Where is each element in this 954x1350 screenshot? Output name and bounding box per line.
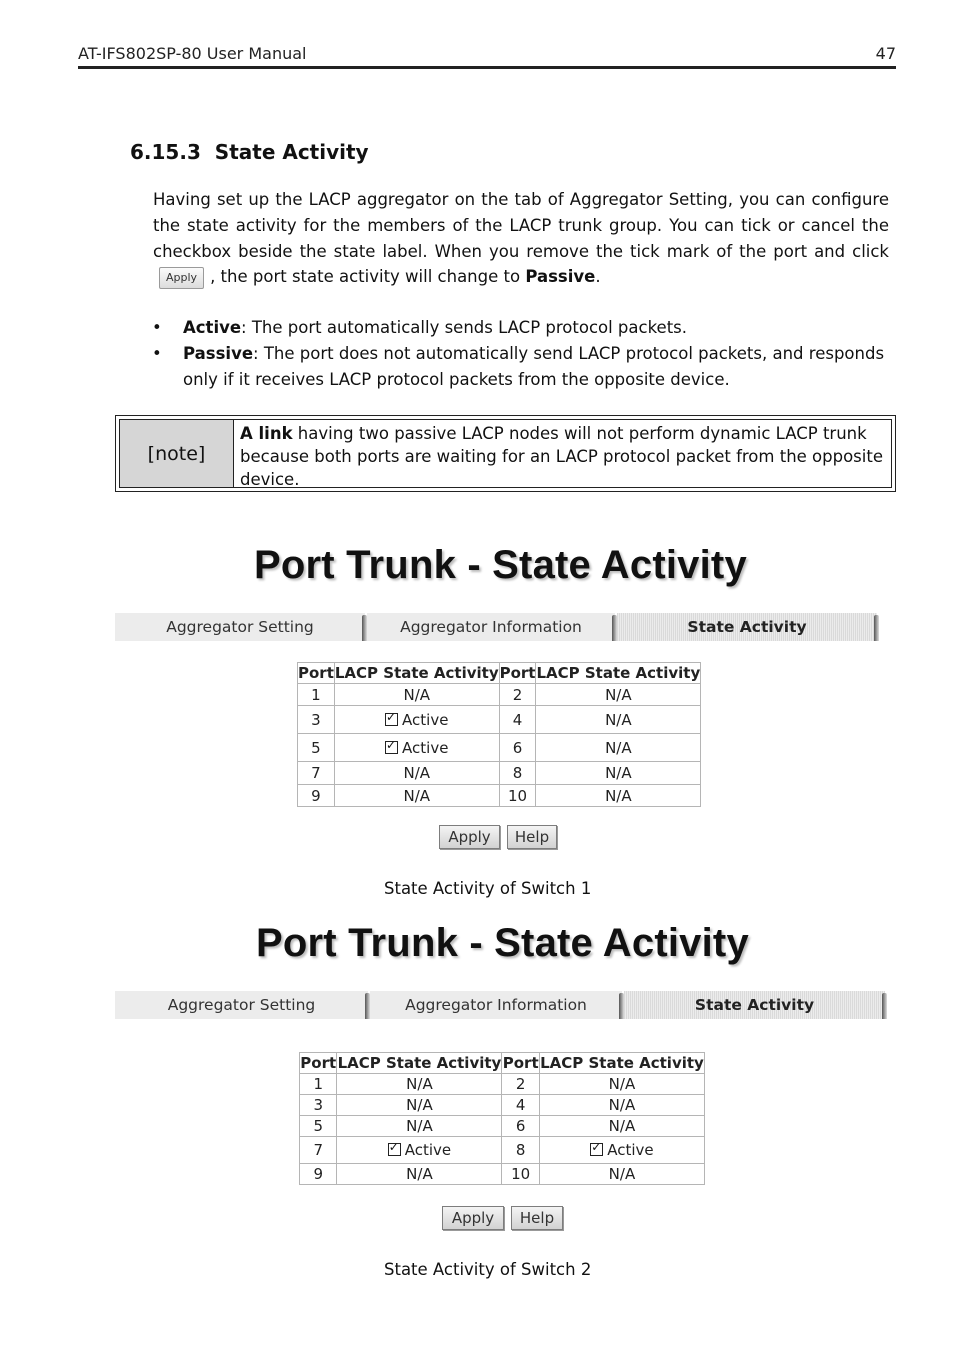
state-column-header: LACP State Activity [337,1054,502,1072]
state-cell: N/A [539,1164,704,1185]
panel2-tabbar [115,991,887,1019]
port-cell: 4 [502,1095,539,1116]
state-checkbox[interactable] [388,1143,401,1156]
port-cell: 6 [499,734,536,762]
tab-label: Aggregator Setting [167,996,316,1014]
state-cell: N/A [536,706,701,734]
panel2-apply-button[interactable]: Apply [442,1206,504,1230]
state-cell: N/A [536,762,701,785]
table-row [298,762,701,785]
state-label: Active [404,1141,452,1159]
inline-apply-button: Apply [159,267,204,289]
note-bold-lead: A link [240,424,293,443]
port-cell: 7 [300,1137,337,1164]
intro-text-2: , the port state activity will change to [210,267,521,287]
panel2-tab-state-activity[interactable] [624,991,885,1019]
port-cell: 3 [300,1095,337,1116]
state-label: Active [402,738,449,757]
port-cell: 5 [300,1116,337,1137]
state-cell: N/A [539,1074,704,1095]
panel2-help-button[interactable]: Help [511,1206,563,1230]
bullet-text: : The port automatically sends LACP protocol packets. [241,318,688,337]
state-cell: N/A [334,762,499,785]
table-row [298,785,701,807]
port-column-header: Port [298,664,334,682]
port-cell: 9 [300,1164,337,1185]
panel2-caption: State Activity of Switch 2 [384,1260,592,1279]
bullet-term: Active [183,318,242,337]
panel2-state-table [299,1052,705,1185]
panel1-help-button[interactable]: Help [507,825,557,849]
port-column-header: Port [300,1054,337,1072]
tab-divider [882,993,887,1019]
bullet-passive [150,341,890,393]
state-checkbox[interactable] [385,713,398,726]
tab-label: Aggregator Setting [166,618,314,636]
state-label: Active [607,1141,654,1159]
panel2-title: Port Trunk - State Activity [256,921,749,965]
note-label: [note] [120,420,234,487]
note-box [115,415,896,492]
port-cell: 2 [499,684,536,706]
port-cell: 7 [298,762,335,785]
passive-word: Passive [525,267,596,287]
state-column-header: LACP State Activity [540,1054,704,1072]
state-column-header: LACP State Activity [334,664,499,682]
state-cell [539,1137,704,1164]
tab-label: Aggregator Information [405,996,587,1014]
port-cell: 1 [298,684,335,706]
state-cell: N/A [536,684,701,706]
bullet-symbol: • [152,318,162,337]
table-row [300,1095,705,1116]
table-row [300,1116,705,1137]
state-cell: N/A [337,1095,502,1116]
state-checkbox[interactable] [385,741,398,754]
panel1-tabbar [115,613,879,641]
port-cell: 2 [502,1074,539,1095]
manual-title: AT-IFS802SP-80 User Manual [78,44,307,63]
note-text [240,422,883,491]
bullet-text: : The port does not automatically send LACP protocol packets, and responds only if it receives LACP protocol packets from the opposite device. [183,343,885,389]
intro-text-1: Having set up the LACP aggregator on the tab of Aggregator Setting, you can configure the state activity for the members of the LACP trunk group. You can tick or cancel the checkbox beside the state label. When you remove the tick mark of the port and click [153,190,889,261]
state-checkbox[interactable] [590,1143,603,1156]
state-label: Active [402,710,449,729]
state-cell [334,734,499,762]
note-body: having two passive LACP nodes will not perform dynamic LACP trunk because both ports are waiting for an LACP protocol packet from the opposite device. [240,424,883,489]
table-row [300,1164,705,1185]
state-cell [337,1137,502,1164]
state-cell: N/A [536,734,701,762]
state-cell: N/A [337,1164,502,1185]
header-rule [78,66,896,69]
bullet-symbol: • [152,343,162,363]
tab-label: State Activity [694,996,815,1014]
bullet-active [150,315,890,341]
state-cell: N/A [337,1074,502,1095]
port-cell: 5 [298,734,335,762]
port-cell: 8 [502,1137,539,1164]
tab-label: Aggregator Information [400,618,582,636]
table-row [298,734,701,762]
panel1-apply-button[interactable]: Apply [439,825,500,849]
port-cell: 10 [502,1164,539,1185]
port-cell: 1 [300,1074,337,1095]
table-row [300,1137,705,1164]
state-column-header: LACP State Activity [536,664,701,682]
section-number: 6.15.3 [130,140,201,164]
section-title: State Activity [214,140,369,164]
panel1-title: Port Trunk - State Activity [254,543,747,587]
intro-text-3: . [595,267,601,287]
panel1-tab-state-activity[interactable] [617,613,877,641]
tab-label: State Activity [687,618,807,636]
table-row [298,706,701,734]
tab-divider [874,615,879,641]
port-column-header: Port [499,664,536,682]
bullet-list [150,315,890,392]
state-cell: N/A [337,1116,502,1137]
bullet-term: Passive [183,343,254,363]
state-cell: N/A [334,684,499,706]
state-cell: N/A [536,785,701,807]
table-row [300,1074,705,1095]
section-heading [130,140,369,164]
state-cell: N/A [539,1116,704,1137]
panel2-tab-aggregator-information[interactable] [370,991,622,1019]
panel2-tab-aggregator-setting[interactable] [115,991,368,1019]
port-column-header: Port [502,1054,539,1072]
intro-paragraph [153,187,889,290]
port-cell: 9 [298,785,335,807]
state-cell [334,706,499,734]
page-number: 47 [875,44,896,63]
panel1-tab-aggregator-information[interactable] [367,613,615,641]
table-row [298,684,701,706]
port-cell: 4 [499,706,536,734]
panel1-tab-aggregator-setting[interactable] [115,613,365,641]
state-cell: N/A [539,1095,704,1116]
port-cell: 10 [499,785,536,807]
port-cell: 8 [499,762,536,785]
port-cell: 3 [298,706,335,734]
panel1-caption: State Activity of Switch 1 [384,879,592,898]
state-cell: N/A [334,785,499,807]
port-cell: 6 [502,1116,539,1137]
panel1-state-table [297,662,701,807]
